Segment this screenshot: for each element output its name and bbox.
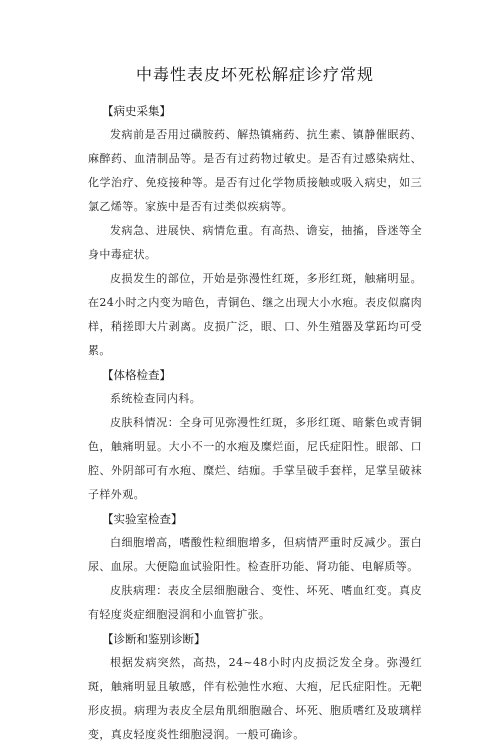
paragraph: 皮肤病理：表皮全层细胞融合、变性、坏死、嗜血红变。真皮有轻度炎症细胞浸润和小血管扩张。 [88, 584, 422, 621]
section-history [88, 99, 422, 363]
section-heading: 【体格检查】 [102, 368, 171, 382]
section-lab-tests [88, 507, 422, 627]
paragraph: 根据发病突然，高热，24~48小时内皮损泛发全身。弥漫红斑，触痛明显且敏感，伴有松弛性水疱、大疱，尼氏症阳性。无靶形皮损。病理为表皮全层角肌细胞融合、坏死、胞质嗜红及玻璃样变，真皮轻度炎性细胞浸润。一般可确诊。 [88, 656, 422, 741]
section-heading: 【病史采集】 [102, 104, 171, 118]
paragraph: 白细胞增高，嗜酸性粒细胞增多，但病情严重时反减少。蛋白尿、血尿。大便隐血试验阳性。检查肝功能、肾功能、电解质等。 [88, 536, 422, 573]
section-diagnosis [88, 627, 422, 747]
section-heading: 【诊断和鉴别诊断】 [102, 632, 206, 646]
paragraph: 系统检查同内科。 [110, 392, 202, 405]
section-physical-exam [88, 363, 422, 507]
section-heading: 【实验室检查】 [102, 512, 183, 526]
paragraph: 皮肤科情况：全身可见弥漫性红斑，多形红斑、暗紫色或青铜色，触痛明显。大小不一的水疱及糜烂面，尼氏症阳性。眼部、口腔、外阴部可有水疱、糜烂、结痂。手掌呈破手套样，足掌呈破袜子样外观。 [88, 416, 422, 501]
paragraph: 发病前是否用过磺胺药、解热镇痛药、抗生素、镇静催眠药、麻醉药、血清制品等。是否有过药物过敏史。是否有过感染病灶、化学治疗、免疫接种等。是否有过化学物质接触或吸入病史，如三氯乙烯等。家族中是否有过类似疾病等。 [88, 128, 422, 213]
paragraph: 发病急、进展快、病情危重。有高热、谵妄，抽搐，昏迷等全身中毒症状。 [88, 224, 422, 261]
document-title: 中毒性表皮坏死松解症诊疗常规 [135, 65, 374, 84]
paragraph: 皮损发生的部位，开始是弥漫性红斑，多形红斑，触痛明显。在24小时之内变为暗色，青铜色、继之出现大小水疱。表皮似腐肉样，稍搓即大片剥离。皮损广泛，眼、口、外生殖器及掌跖均可受累。 [88, 272, 422, 357]
